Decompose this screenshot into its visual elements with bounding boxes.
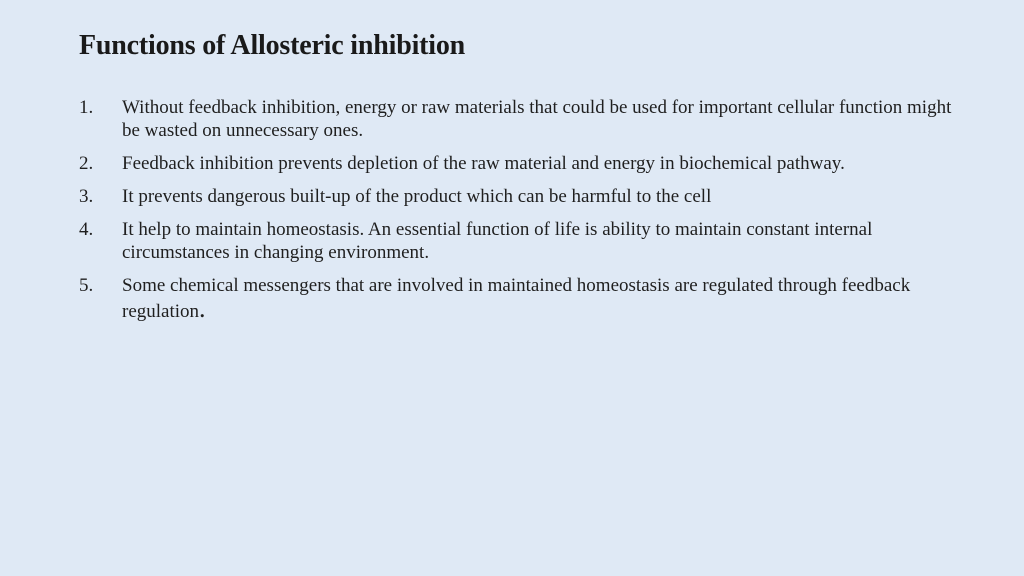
list-item bbox=[79, 185, 959, 208]
list-text: It prevents dangerous built-up of the product which can be harmful to the cell bbox=[122, 186, 712, 207]
function-list bbox=[79, 96, 959, 333]
list-text: Without feedback inhibition, energy or raw materials that could be used for important cellular function might be wasted on unnecessary ones. bbox=[122, 97, 952, 141]
slide-title: Functions of Allosteric inhibition bbox=[79, 30, 466, 61]
list-item bbox=[79, 152, 959, 175]
list-number: 1. bbox=[79, 97, 94, 118]
list-text bbox=[122, 274, 959, 323]
list-text: It help to maintain homeostasis. An essential function of life is ability to maintain constant internal circumstances in changing environment. bbox=[122, 219, 873, 263]
list-item bbox=[79, 218, 959, 264]
list-number: 5. bbox=[79, 275, 94, 296]
list-text-body: Some chemical messengers that are involved in maintained homeostasis are regulated through feedback regulation bbox=[122, 275, 911, 322]
list-item bbox=[79, 96, 959, 142]
list-number: 3. bbox=[79, 186, 94, 207]
list-number: 4. bbox=[79, 219, 94, 240]
list-text: Feedback inhibition prevents depletion of the raw material and energy in biochemical pathway. bbox=[122, 153, 845, 174]
list-number: 2. bbox=[79, 153, 94, 174]
list-text-end: . bbox=[199, 294, 206, 323]
list-item bbox=[79, 274, 959, 323]
